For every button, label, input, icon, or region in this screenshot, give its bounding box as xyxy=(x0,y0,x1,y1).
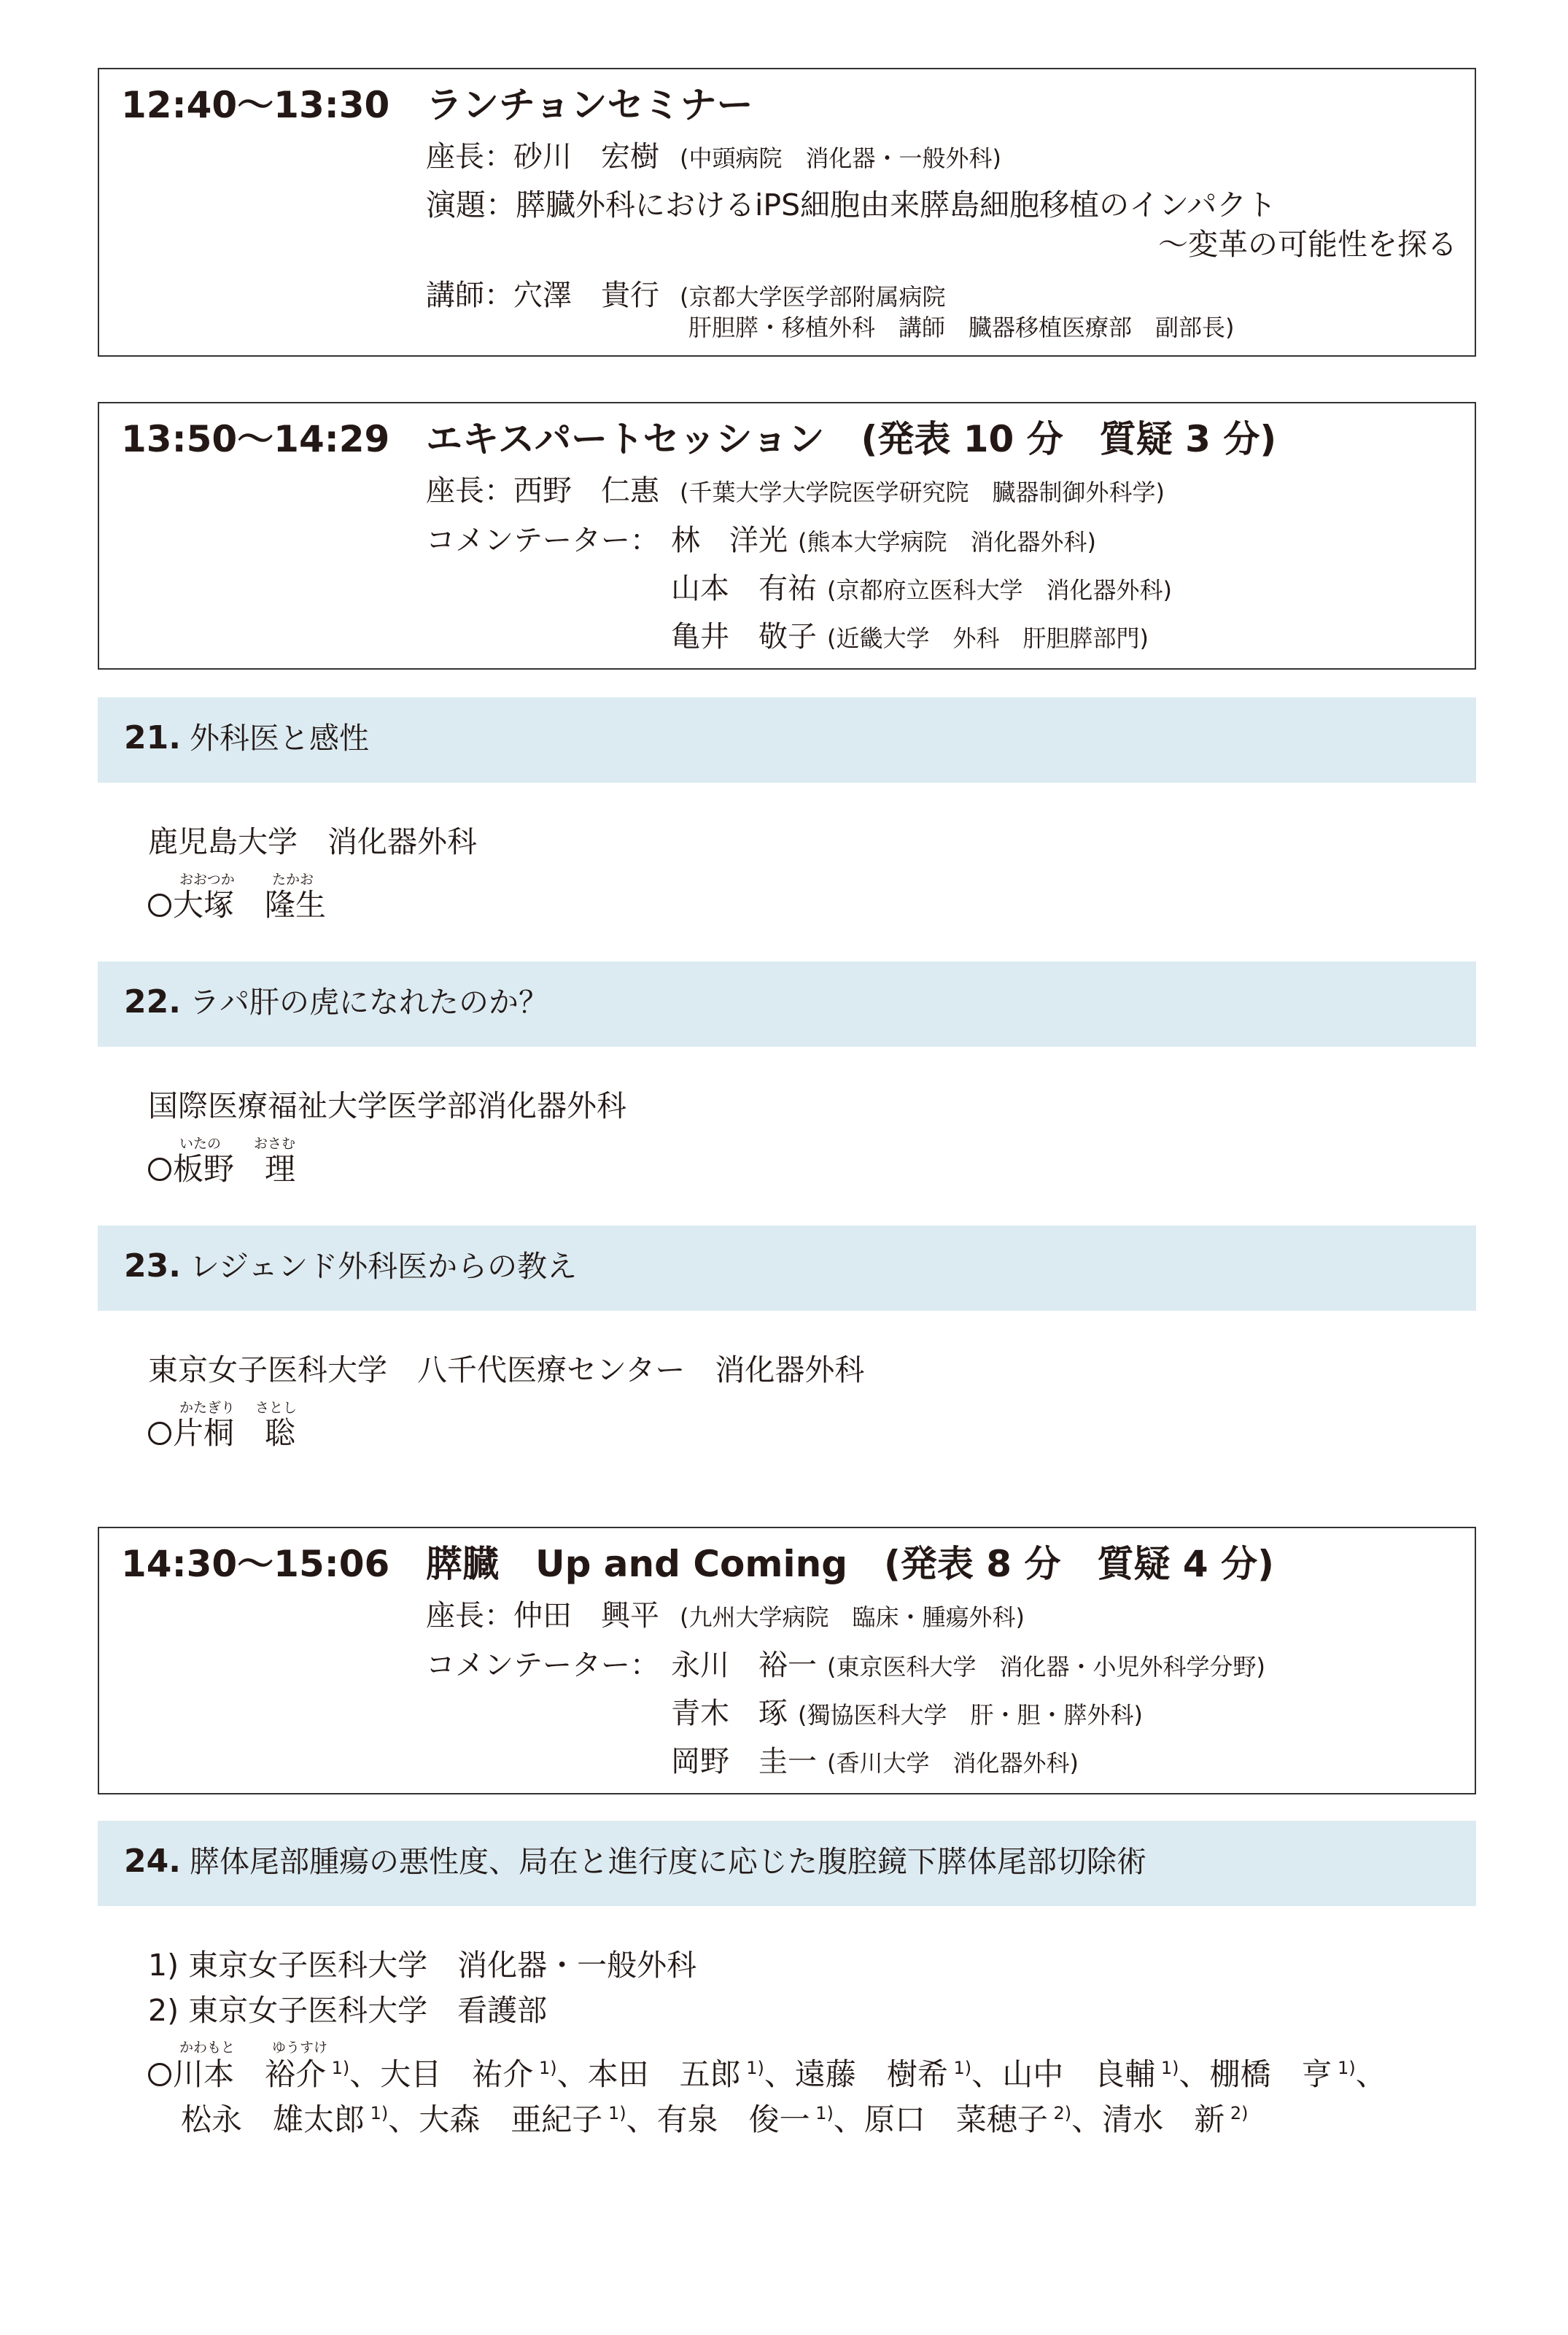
presentation-title: ラパ肝の虎になれたのか？ xyxy=(190,985,548,1020)
presenter-mark-icon xyxy=(148,894,171,917)
author-ruby: かわもと xyxy=(179,2040,236,2056)
session-title: 膵臓 Up and Coming (発表 8 分 質疑 4 分) xyxy=(426,1543,1274,1585)
chair-name: 座長：仲田 興平 xyxy=(426,1599,659,1633)
commentator-name: 青木 琢 xyxy=(671,1697,788,1730)
session-box-pancreas xyxy=(98,1527,1476,1794)
author-affiliation-mark: 1) xyxy=(326,2058,350,2078)
presenter-mark-icon xyxy=(148,2063,171,2086)
chair-affiliation: (九州大学病院 臨床・腫瘍外科) xyxy=(680,1603,1025,1631)
presentation-number: 23. xyxy=(124,1247,181,1285)
presentation-affiliation: 2) 東京女子医科大学 看護部 xyxy=(148,1993,548,2028)
commentator-name: 林 洋光 xyxy=(671,524,788,557)
session-time: 13:50〜14:29 xyxy=(121,418,390,460)
presentation-header xyxy=(98,1225,1476,1311)
author-affiliation-mark: 1) xyxy=(810,2103,834,2123)
presentation-affiliation: 東京女子医科大学 八千代医療センター 消化器外科 xyxy=(148,1352,865,1387)
author-affiliation-mark: 1) xyxy=(533,2058,557,2078)
commentator-affiliation: (東京医科大学 消化器・小児外科学分野) xyxy=(827,1653,1265,1681)
author-separator: 、 xyxy=(388,2102,419,2137)
presentation-affiliation: 鹿児島大学 消化器外科 xyxy=(148,824,477,859)
author-name: 山中 良輔 xyxy=(1002,2056,1156,2092)
commentator-label: コメンテーター： xyxy=(426,1649,659,1682)
author-separator: 、 xyxy=(1071,2102,1103,2137)
presenter-mark-icon xyxy=(148,1422,171,1445)
author-affiliation-mark: 1) xyxy=(947,2058,972,2078)
author-name: 川本 裕介 xyxy=(173,2056,327,2092)
author-ruby: ゆうすけ xyxy=(272,2040,328,2056)
author-affiliation-mark: 1) xyxy=(1155,2058,1179,2078)
chair-affiliation: (中頭病院 消化器・一般外科) xyxy=(680,144,1001,172)
commentator-name: 亀井 敬子 xyxy=(671,620,817,654)
author-affiliation-mark: 1) xyxy=(740,2058,764,2078)
commentator-name: 山本 有祐 xyxy=(671,572,817,605)
author-separator: 、 xyxy=(626,2102,657,2137)
author-separator: 、 xyxy=(971,2056,1003,2092)
author-affiliation-mark: 1) xyxy=(365,2103,389,2123)
author-separator: 、 xyxy=(1355,2056,1386,2092)
author-name: 大目 祐介 xyxy=(380,2056,534,2092)
commentator-affiliation: (香川大学 消化器外科) xyxy=(827,1749,1079,1777)
presenting-author: 片桐 聡 xyxy=(148,1418,295,1449)
author-affiliation-mark: 2) xyxy=(1224,2103,1249,2123)
topic-subtitle: 〜変革の可能性を探る xyxy=(1158,227,1457,262)
presenter-mark-icon xyxy=(148,1158,171,1181)
author-ruby: おさむ xyxy=(254,1136,296,1152)
commentator-name: 永川 裕一 xyxy=(671,1649,817,1682)
presentation-number: 22. xyxy=(124,983,181,1021)
author-separator: 、 xyxy=(833,2102,864,2137)
commentator-affiliation: (近畿大学 外科 肝胆膵部門) xyxy=(827,624,1149,652)
chair-affiliation: (千葉大学大学院医学研究院 臓器制御外科学) xyxy=(680,479,1165,506)
author-ruby: たかお xyxy=(272,872,314,888)
author-ruby: かたぎり xyxy=(179,1400,236,1416)
author-name: 遠藤 樹希 xyxy=(794,2056,948,2092)
author-name: 大森 亜紀子 xyxy=(419,2102,603,2137)
author-list-line xyxy=(148,2056,1386,2092)
author-separator: 、 xyxy=(764,2056,795,2092)
author-separator: 、 xyxy=(1179,2056,1210,2092)
presentation-header xyxy=(98,961,1476,1047)
presentation-title: レジェンド外科医からの教え xyxy=(190,1249,578,1284)
presentation-number: 24. xyxy=(124,1843,181,1880)
commentator-affiliation: (京都府立医科大学 消化器外科) xyxy=(827,576,1172,604)
commentator-affiliation: (熊本大学病院 消化器外科) xyxy=(798,528,1096,556)
author-name: 原口 菜穂子 xyxy=(863,2102,1048,2137)
author-name: 棚橋 亨 xyxy=(1209,2056,1332,2092)
author-name: 清水 新 xyxy=(1102,2102,1225,2137)
presentation-affiliation: 国際医療福祉大学医学部消化器外科 xyxy=(148,1088,626,1123)
author-affiliation-mark: 1) xyxy=(1332,2058,1356,2078)
presentation-title: 膵体尾部腫瘍の悪性度、局在と進行度に応じた腹腔鏡下膵体尾部切除術 xyxy=(190,1844,1146,1879)
lecturer-affiliation: (京都大学医学部附属病院 xyxy=(680,283,946,311)
lecturer-name: 講師：穴澤 貴行 xyxy=(426,279,659,312)
chair-name: 座長：西野 仁惠 xyxy=(426,474,659,508)
author-affiliation-mark: 1) xyxy=(602,2103,626,2123)
lecturer-affiliation-2: 肝胆膵・移植外科 講師 臓器移植医療部 副部長) xyxy=(688,314,1235,341)
author-separator: 、 xyxy=(349,2056,381,2092)
presenting-author: 板野 理 xyxy=(148,1154,295,1185)
session-time: 14:30〜15:06 xyxy=(121,1543,390,1585)
session-time: 12:40〜13:30 xyxy=(121,84,390,126)
session-title: エキスパートセッション (発表 10 分 質疑 3 分) xyxy=(426,418,1277,460)
author-separator: 、 xyxy=(556,2056,588,2092)
commentator-affiliation: (獨協医科大学 肝・胆・膵外科) xyxy=(798,1701,1143,1729)
author-name: 本田 五郎 xyxy=(587,2056,741,2092)
author-ruby: さとし xyxy=(255,1400,298,1416)
presentation-affiliation: 1) 東京女子医科大学 消化器・一般外科 xyxy=(148,1948,697,1983)
author-list-line xyxy=(181,2104,1248,2135)
presentation-header xyxy=(98,1821,1476,1906)
chair-name: 座長：砂川 宏樹 xyxy=(426,140,659,174)
commentator-name: 岡野 圭一 xyxy=(671,1745,817,1778)
author-ruby: いたの xyxy=(179,1136,222,1152)
presentation-header xyxy=(98,697,1476,783)
author-ruby: おおつか xyxy=(179,872,235,888)
topic-title: 演題：膵臓外科におけるiPS細胞由来膵島細胞移植のインパクト xyxy=(426,187,1277,222)
presenting-author: 大塚 隆生 xyxy=(148,890,326,921)
author-affiliation-mark: 2) xyxy=(1047,2103,1072,2123)
session-box-expert xyxy=(98,402,1476,670)
session-title: ランチョンセミナー xyxy=(426,84,753,126)
presentation-title: 外科医と感性 xyxy=(190,721,369,756)
author-name: 有泉 俊一 xyxy=(656,2102,810,2137)
presentation-number: 21. xyxy=(124,719,181,756)
session-box-luncheon xyxy=(98,68,1476,357)
author-name: 松永 雄太郎 xyxy=(181,2102,365,2137)
commentator-label: コメンテーター： xyxy=(426,524,659,557)
